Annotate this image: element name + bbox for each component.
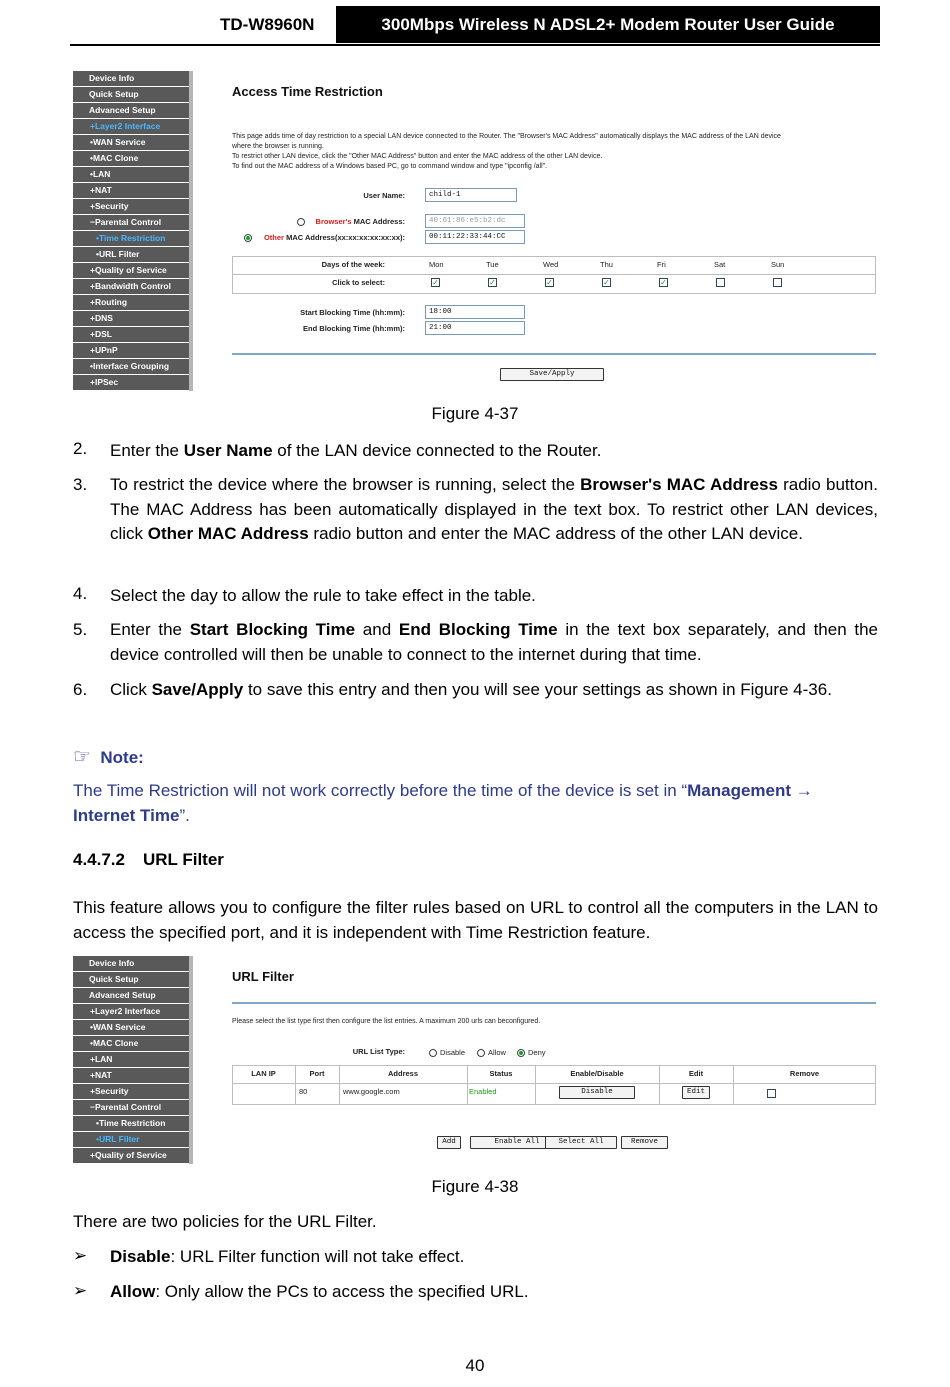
pane-title: URL Filter [232,969,294,984]
browser-mac-label [307,217,405,226]
list-type-allow-radio[interactable] [477,1049,485,1057]
day-checkbox-wed[interactable]: ✓ [546,278,553,287]
text-bold: Start Blocking Time [189,620,356,639]
days-table-divider [232,274,876,275]
sidebar-item-quality-of-service[interactable]: +Quality of Service [73,1148,189,1164]
sidebar-item-advanced-setup[interactable]: Advanced Setup [73,988,189,1004]
other-mac-label-red: Other [263,233,284,242]
column-header: Remove [789,1069,820,1078]
text-bold: Save/Apply [151,680,244,699]
day-header-thu: Thu [600,260,613,269]
text-bold: Management → Internet Time [73,781,813,825]
step-4-text: Select the day to allow the rule to take effect in the table. [110,586,536,605]
text: to save this entry and then you will see your settings as shown in Figure 4-36. [243,680,832,699]
pointing-hand-icon: ☞ [73,746,91,768]
sidebar-item-lan[interactable]: +LAN [73,1052,189,1068]
sidebar-item-ipsec[interactable]: +IPSec [73,375,189,391]
bullet-arrow-icon: ➢ [73,1281,88,1300]
day-checkbox-sun[interactable] [773,278,782,287]
text: radio button and enter the MAC address of the other LAN device. [308,524,803,543]
text: The Time Restriction will not work correctly before the time of the device is set in “ [73,781,688,800]
policy-item [110,1245,464,1270]
policy-name: Disable [110,1247,171,1266]
sidebar-item-url-filter[interactable]: •URL Filter [73,247,189,263]
step-number: 6. [73,680,88,699]
divider [232,1002,876,1004]
day-checkbox-fri[interactable]: ✓ [660,278,667,287]
sidebar-item-quality-of-service[interactable]: +Quality of Service [73,263,189,279]
column-header: Edit [688,1069,704,1078]
text: of the LAN device connected to the Router. [272,441,602,460]
sidebar-item-quick-setup[interactable]: Quick Setup [73,972,189,988]
step-6-text [110,678,878,703]
section-number: 4.4.7.2 [73,850,125,869]
sidebar-item-layer2-interface[interactable]: +Layer2 Interface [73,119,189,135]
text: Enter the [110,620,190,639]
text-bold: Browser's MAC Address [580,475,778,494]
sidebar-item-security[interactable]: +Security [73,199,189,215]
sidebar-item-url-filter[interactable]: •URL Filter [73,1132,189,1148]
day-checkbox-tue[interactable]: ✓ [489,278,496,287]
figure-caption: Figure 4-37 [431,404,519,423]
day-checkbox-thu[interactable]: ✓ [603,278,610,287]
sidebar-item-dsl[interactable]: +DSL [73,327,189,343]
bullet-arrow-icon: ➢ [73,1246,88,1265]
day-checkbox-mon[interactable]: ✓ [432,278,439,287]
policy-name: Allow [110,1282,156,1301]
day-header-fri: Fri [657,260,666,269]
step-2-text [110,439,878,464]
sidebar-item-routing[interactable]: +Routing [73,295,189,311]
text-bold: Other MAC Address [147,524,309,543]
days-of-week-label: Days of the week: [321,260,385,269]
add-button[interactable]: Add [437,1136,461,1149]
day-header-sat: Sat [714,260,726,269]
sidebar-nav [73,71,193,391]
step-number: 3. [73,475,88,494]
enable-all-button[interactable]: Enable All [470,1136,564,1149]
column-header: Address [387,1069,418,1078]
section-heading [73,850,224,870]
policy-description: : Only allow the PCs to access the specified URL. [155,1282,529,1301]
sidebar-item-device-info[interactable]: Device Info [73,956,189,972]
policy-description: : URL Filter function will not take effect. [170,1247,465,1266]
text: radio button. The MAC Address has been automatically displayed in the text box. To restrict other LAN devices, click [110,475,878,543]
step-5-text [110,618,878,667]
sidebar-item-advanced-setup[interactable]: Advanced Setup [73,103,189,119]
url-list-type-label: URL List Type: [352,1047,405,1056]
description-line: Please select the list type first then configure the list entries. A maximum 200 urls can beconfigured. [232,1018,541,1025]
sidebar-item-dns[interactable]: +DNS [73,311,189,327]
click-to-select-label: Click to select: [332,278,385,287]
sidebar-item-parental-control[interactable]: −Parental Control [73,1100,189,1116]
text: ”. [179,805,190,825]
list-type-deny-radio[interactable] [517,1049,525,1057]
user-name-label: User Name: [363,191,405,200]
day-header-mon: Mon [429,260,444,269]
list-type-deny-label: Deny [528,1048,546,1057]
sidebar-item-mac-clone[interactable]: •MAC Clone [73,151,189,167]
sidebar-item-bandwidth-control[interactable]: +Bandwidth Control [73,279,189,295]
other-mac-input[interactable]: 00:11:22:33:44:CC [425,230,525,244]
note-label: Note: [100,748,144,767]
column-header: Port [309,1069,325,1078]
start-blocking-input[interactable]: 18:00 [425,305,525,319]
description-line: where the browser is running. [232,143,324,150]
step-number: 2. [73,439,88,458]
browser-mac-radio[interactable] [297,218,305,226]
row-remove-checkbox[interactable] [767,1089,776,1098]
sidebar-nav [73,956,193,1164]
day-header-sun: Sun [771,260,785,269]
text: Enter the [110,441,184,460]
guide-title: 300Mbps Wireless N ADSL2+ Modem Router User Guide [336,6,880,43]
url-filter-pane [197,956,881,1165]
sidebar-item-wan-service[interactable]: •WAN Service [73,1020,189,1036]
divider [232,353,876,355]
sidebar-item-time-restriction[interactable]: •Time Restriction [73,231,189,247]
browser-mac-label-red: Browser's [315,217,352,226]
select-all-button[interactable]: Select All [545,1136,617,1149]
list-type-disable-label: Disable [440,1048,466,1057]
description-line: To restrict other LAN device, click the "Other MAC Address" button and enter the MAC address of the other LAN device. [232,153,603,160]
column-header: Enable/Disable [570,1069,624,1078]
sidebar-item-device-info[interactable]: Device Info [73,71,189,87]
sidebar-item-layer2-interface[interactable]: +Layer2 Interface [73,1004,189,1020]
section-title: URL Filter [143,850,224,869]
browser-mac-label-rest: MAC Address: [351,217,405,226]
browser-mac-input[interactable]: 40:61:86:e5:b2:dc [425,214,525,228]
start-blocking-label: Start Blocking Time (hh:mm): [300,308,405,317]
other-mac-label-rest: MAC Address(xx:xx:xx:xx:xx:xx): [283,233,405,242]
step-number: 5. [73,620,88,639]
policies-intro: There are two policies for the URL Filter. [73,1212,377,1231]
text: in the text box separately, and then the device controlled will then be unable to connect to the internet during that time. [110,620,879,664]
list-type-disable-radio[interactable] [429,1049,437,1057]
figure-4-37-screenshot [73,71,881,393]
text-bold: End Blocking Time [398,620,558,639]
url-filter-intro: This feature allows you to configure the filter rules based on URL to control all the computers in the LAN to access the specified port, and it is independent with Time Restriction feature. [73,898,878,942]
list-type-allow-label: Allow [488,1048,506,1057]
url-table-divider [232,1083,876,1084]
sidebar-item-parental-control[interactable]: −Parental Control [73,215,189,231]
sidebar-item-quick-setup[interactable]: Quick Setup [73,87,189,103]
day-header-wed: Wed [543,260,559,269]
step-number: 4. [73,584,88,603]
sidebar-item-time-restriction[interactable]: •Time Restriction [73,1116,189,1132]
description-line: To find out the MAC address of a Windows based PC, go to command window and type "ipconfig /all". [232,163,548,170]
model-name: TD-W8960N [220,15,315,34]
text: Click [110,680,152,699]
other-mac-label [247,233,405,242]
column-header: LAN IP [251,1069,276,1078]
note-text [73,779,878,828]
text: To restrict the device where the browser is running, select the [110,475,581,494]
description-line: This page adds time of day restriction to a special LAN device connected to the Router. The "Browser's MAC Address" automatically displays the MAC address of the LAN device [232,133,781,140]
access-time-restriction-pane [197,71,881,393]
sidebar-item-upnp[interactable]: +UPnP [73,343,189,359]
end-blocking-input[interactable]: 21:00 [425,321,525,335]
column-header: Status [489,1069,513,1078]
row-address: www.google.com [343,1087,400,1096]
row-edit-button[interactable]: Edit [682,1086,710,1099]
row-status: Enabled [469,1087,497,1096]
sidebar-item-wan-service[interactable]: •WAN Service [73,135,189,151]
sidebar-item-nat[interactable]: +NAT [73,1068,189,1084]
sidebar-item-interface-grouping[interactable]: •Interface Grouping [73,359,189,375]
figure-4-38-screenshot [73,956,881,1165]
text-bold: User Name [183,441,273,460]
page-header [70,6,880,46]
step-3-text [110,473,878,547]
page-number: 40 [465,1356,485,1375]
row-port: 80 [299,1087,308,1096]
sidebar-item-mac-clone[interactable]: •MAC Clone [73,1036,189,1052]
day-checkbox-sat[interactable] [716,278,725,287]
policy-item [110,1280,529,1305]
note-heading [73,744,144,769]
figure-caption: Figure 4-38 [431,1177,519,1196]
user-name-input[interactable]: child-1 [425,188,517,202]
text: and [355,620,399,639]
save-apply-button[interactable]: Save/Apply [500,368,604,381]
sidebar-item-nat[interactable]: +NAT [73,183,189,199]
sidebar-item-lan[interactable]: •LAN [73,167,189,183]
day-header-tue: Tue [486,260,499,269]
row-disable-button[interactable]: Disable [559,1086,635,1099]
pane-title: Access Time Restriction [232,84,383,99]
end-blocking-label: End Blocking Time (hh:mm): [303,324,405,333]
remove-button[interactable]: Remove [621,1136,668,1149]
sidebar-item-security[interactable]: +Security [73,1084,189,1100]
